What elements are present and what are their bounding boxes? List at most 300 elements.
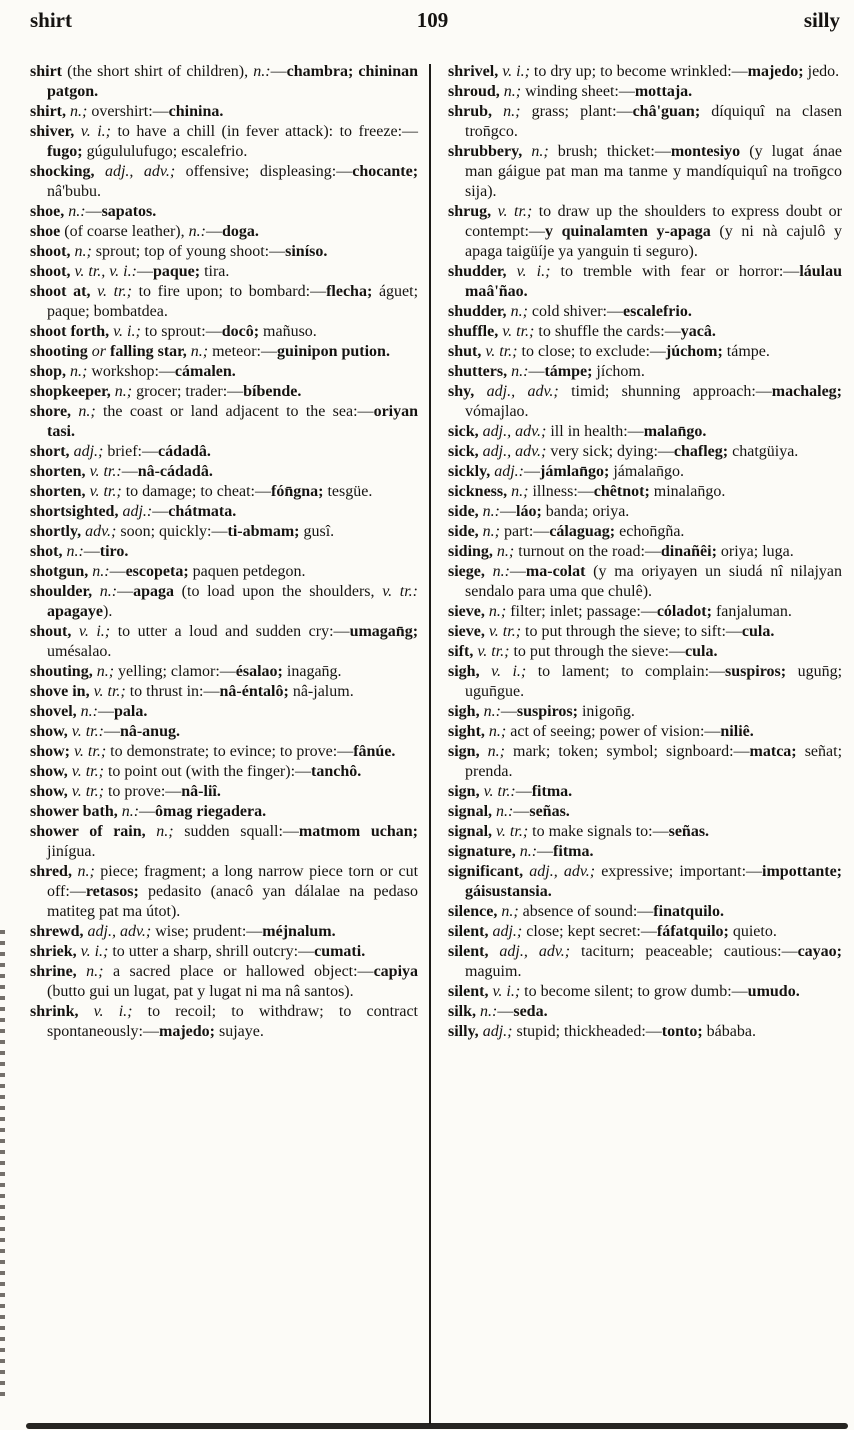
entry-plain-text: soon; quickly:— [120, 523, 228, 540]
entry-pos-text: n.; [74, 243, 96, 260]
dictionary-entry [30, 262, 418, 282]
dictionary-entry [30, 862, 418, 922]
entry-term-text: shoot at, [30, 283, 98, 300]
entry-plain-text: to recoil; to withdraw; to contract spontaneously:— [47, 1003, 418, 1040]
entry-pos-text: n.: [68, 203, 86, 220]
entry-pos-text: v. tr.: [382, 583, 418, 600]
entry-plain-text: meteor:— [212, 343, 277, 360]
entry-plain-text: — [524, 463, 541, 480]
scan-artifact-left-edge [0, 930, 5, 1396]
entry-plain-text: tira. [204, 263, 230, 280]
entry-term-text: side, [448, 503, 483, 520]
entry-term-text: shooting [30, 343, 92, 360]
entry-plain-text: — [528, 363, 545, 380]
entry-term-text: shutters, [448, 363, 512, 380]
entry-term-text: shoulder, [30, 583, 100, 600]
entry-plain-text: díquiquî na clasen tron̄gco. [465, 103, 843, 140]
entry-plain-text: (the short shirt of children), [62, 63, 254, 80]
entry-plain-text: — [103, 723, 120, 740]
entry-term-text: sickly, [448, 463, 495, 480]
entry-term-text: matca; [749, 743, 805, 760]
entry-term-text: montesiyo [670, 143, 741, 160]
entry-term-text: cámalen. [174, 363, 236, 380]
entry-term-text: shrug, [448, 203, 498, 220]
entry-pos-text: or [91, 343, 107, 360]
entry-plain-text: close; kept secret:— [526, 923, 657, 940]
entry-term-text: short, [30, 443, 74, 460]
entry-term-text: silence, [448, 903, 502, 920]
dictionary-entry [30, 382, 418, 402]
entry-plain-text: — [139, 803, 156, 820]
entry-pos-text: v. i.; [491, 663, 538, 680]
dictionary-entry [448, 542, 842, 562]
dictionary-entry [448, 362, 842, 382]
entry-pos-text: v. tr.; [71, 783, 108, 800]
entry-term-text: jámlan̄go; [540, 463, 614, 480]
entry-term-text: chêtnot; [593, 483, 654, 500]
entry-term-text: júchom; [665, 343, 727, 360]
entry-term-text: señas. [668, 823, 710, 840]
dictionary-entry [30, 942, 418, 962]
entry-term-text: silly, [448, 1023, 483, 1040]
entry-term-text: escalefrio. [622, 303, 692, 320]
entry-term-text: shrivel, [448, 63, 503, 80]
entry-term-text: matmom uchan; [298, 823, 419, 840]
entry-plain-text: jinígua. [47, 843, 96, 860]
dictionary-entry [448, 442, 842, 462]
entry-plain-text: a sacred place or hallowed object:— [112, 963, 374, 980]
entry-term-text: shovel, [30, 703, 81, 720]
entry-plain-text: to tremble with fear or horror:— [560, 263, 800, 280]
entry-pos-text: v. tr.; [74, 743, 111, 760]
dictionary-entry [448, 722, 842, 742]
entry-plain-text: stupid; thickheaded:— [516, 1023, 662, 1040]
dictionary-entry [30, 522, 418, 542]
entry-term-text: silent, [448, 983, 493, 1000]
dictionary-entry [30, 802, 418, 822]
dictionary-entry [30, 242, 418, 262]
entry-plain-text: — [515, 783, 532, 800]
entry-plain-text: — [109, 563, 126, 580]
dictionary-entry [448, 842, 842, 862]
entry-term-text: significant, [448, 863, 530, 880]
entry-plain-text: part:— [504, 523, 550, 540]
dictionary-entry [448, 142, 842, 202]
entry-pos-text: n.: [80, 703, 98, 720]
entry-term-text: shiver, [30, 123, 81, 140]
entry-term-text: fânúe. [353, 743, 396, 760]
entry-pos-text: n.; [78, 403, 103, 420]
entry-term-text: sift, [448, 643, 478, 660]
dictionary-entry [30, 622, 418, 662]
entry-plain-text: inigon̄g. [581, 703, 635, 720]
entry-term-text: shudder, [448, 303, 511, 320]
entry-pos-text: v. tr.; [497, 203, 539, 220]
entry-term-text: show, [30, 723, 72, 740]
entry-pos-text: v. tr.; [502, 323, 539, 340]
entry-term-text: sign, [448, 743, 488, 760]
entry-pos-text: n.; [501, 903, 523, 920]
entry-term-text: apagaye [47, 603, 103, 620]
entry-term-text: shouting, [30, 663, 97, 680]
dictionary-entry [448, 902, 842, 922]
entry-plain-text: to prove:— [107, 783, 182, 800]
dictionary-entry [30, 782, 418, 802]
entry-plain-text: — [83, 543, 100, 560]
dictionary-entry [448, 262, 842, 302]
entry-pos-text: v. i.; [113, 323, 145, 340]
entry-plain-text: echon̄gña. [619, 523, 685, 540]
entry-term-text: tanchô. [311, 763, 362, 780]
entry-pos-text: v. tr., v. i.: [74, 263, 137, 280]
entry-plain-text: sprout; top of young shoot:— [95, 243, 286, 260]
header-guideword-right: silly [803, 8, 840, 32]
dictionary-entry [448, 642, 842, 662]
entry-pos-text: n.: [482, 503, 500, 520]
dictionary-entry [448, 922, 842, 942]
entry-term-text: bíbende. [243, 383, 302, 400]
entry-plain-text: yelling; clamor:— [118, 663, 236, 680]
entry-plain-text: offensive; displeasing:— [185, 163, 353, 180]
entry-pos-text: n.: [511, 363, 529, 380]
entry-pos-text: v. i.; [80, 123, 118, 140]
entry-plain-text: — [537, 843, 554, 860]
page-header [30, 8, 840, 42]
entry-term-text: shrine, [30, 963, 87, 980]
entry-plain-text: jíchom. [596, 363, 645, 380]
entry-term-text: shrewd, [30, 923, 88, 940]
entry-plain-text: (y ma oriyayen un siudá nî nilajyan sendalo para uma que chulê). [465, 563, 843, 600]
entry-pos-text: adj.: [122, 503, 153, 520]
entry-term-text: shoot forth, [30, 323, 114, 340]
entry-pos-text: n.; [503, 83, 526, 100]
entry-pos-text: n.: [92, 563, 110, 580]
column-left [30, 62, 418, 1042]
entry-plain-text: to shuffle the cards:— [538, 323, 681, 340]
entry-term-text: sieve, [448, 623, 489, 640]
entry-pos-text: n.: [66, 543, 84, 560]
entry-term-text: signal, [448, 803, 497, 820]
entry-term-text: side, [448, 523, 483, 540]
dictionary-entry [30, 562, 418, 582]
entry-plain-text: — [98, 703, 114, 720]
entry-plain-text: to become silent; to grow dumb:— [524, 983, 748, 1000]
entry-pos-text: n.; [114, 383, 137, 400]
entry-pos-text: n.; [488, 603, 511, 620]
dictionary-entry [448, 562, 842, 602]
entry-term-text: nâ-anug. [119, 723, 180, 740]
entry-plain-text: to draw up the shoulders to express doubt or contempt:— [465, 203, 843, 240]
dictionary-entry [448, 822, 842, 842]
entry-pos-text: adj., adv.; [87, 923, 156, 940]
entry-term-text: paque; [152, 263, 205, 280]
entry-term-text: docô; [221, 323, 264, 340]
entry-plain-text: jámalan̄go. [613, 463, 684, 480]
entry-pos-text: adj.; [73, 443, 108, 460]
entry-term-text: chocante; [352, 163, 419, 180]
entry-plain-text: vómajlao. [465, 403, 529, 420]
entry-term-text: cula. [685, 643, 718, 660]
entry-term-text: shorten, [30, 463, 90, 480]
entry-term-text: apaga [133, 583, 174, 600]
dictionary-entry [448, 942, 842, 982]
entry-pos-text: v. i.; [80, 943, 113, 960]
entry-pos-text: n.: [188, 223, 206, 240]
entry-pos-text: n.: [480, 1003, 498, 1020]
entry-plain-text: — [85, 203, 102, 220]
entry-term-text: machaleg; [771, 383, 842, 400]
entry-plain-text: (y lugat ánae man gáigue pat man ma tanme y mandíquiquî na tron̄gco sija). [465, 143, 843, 200]
entry-pos-text: n.; [487, 743, 513, 760]
entry-plain-text: grass; plant:— [531, 103, 633, 120]
entry-plain-text: to fire upon; to bombard:— [138, 283, 327, 300]
dictionary-entry [448, 322, 842, 342]
entry-term-text: suspiros; [725, 663, 798, 680]
entry-term-text: ti-abmam; [227, 523, 304, 540]
entry-pos-text: n.: [121, 803, 140, 820]
entry-term-text: retasos; [85, 883, 149, 900]
entry-plain-text: the coast or land adjacent to the sea:— [102, 403, 374, 420]
dictionary-entry [30, 922, 418, 942]
entry-term-text: shoe, [30, 203, 69, 220]
dictionary-entry [448, 982, 842, 1002]
dictionary-entry [30, 582, 418, 622]
dictionary-entry [448, 102, 842, 142]
entry-pos-text: n.: [483, 703, 501, 720]
dictionary-entry [448, 862, 842, 902]
entry-term-text: niliê. [720, 723, 754, 740]
entry-pos-text: v. tr.: [89, 463, 122, 480]
entry-term-text: chátmata. [168, 503, 237, 520]
entry-pos-text: n.; [96, 663, 119, 680]
entry-plain-text: ). [103, 603, 113, 620]
entry-term-text: shut, [448, 343, 486, 360]
entry-term-text: châ'guan; [632, 103, 712, 120]
entry-pos-text: n.: [99, 583, 118, 600]
entry-pos-text: adj., adv.; [482, 443, 551, 460]
entry-plain-text: umésalao. [47, 643, 112, 660]
entry-term-text: fitma. [553, 843, 594, 860]
entry-plain-text: illness:— [532, 483, 594, 500]
dictionary-entry [448, 462, 842, 482]
dictionary-entry [448, 422, 842, 442]
dictionary-entry [448, 482, 842, 502]
entry-term-text: sick, [448, 443, 483, 460]
dictionary-entry [30, 122, 418, 162]
entry-term-text: shuffle, [448, 323, 503, 340]
entry-plain-text: workshop:— [91, 363, 175, 380]
dictionary-entry [448, 782, 842, 802]
dictionary-entry [30, 222, 418, 242]
entry-term-text: shopkeeper, [30, 383, 115, 400]
entry-plain-text: jedo. [807, 63, 840, 80]
dictionary-entry [30, 742, 418, 762]
dictionary-entry [30, 442, 418, 462]
entry-term-text: umagan̄g; [349, 623, 419, 640]
dictionary-entry [30, 162, 418, 202]
entry-pos-text: adj.; [482, 1023, 517, 1040]
dictionary-entry [30, 362, 418, 382]
entry-plain-text: overshirt:— [91, 103, 169, 120]
entry-term-text: nâ-cádadâ. [137, 463, 213, 480]
entry-term-text: shrubbery, [448, 143, 532, 160]
entry-term-text: oriyan tasi. [47, 403, 419, 440]
entry-term-text: cálaguag; [549, 523, 620, 540]
entry-plain-text: sujaye. [218, 1023, 264, 1040]
dictionary-entry [448, 382, 842, 422]
entry-plain-text: piece; fragment; a long narrow piece torn or cut off:— [47, 863, 419, 900]
entry-term-text: malan̄go. [643, 423, 707, 440]
entry-term-text: ésalao; [235, 663, 287, 680]
entry-plain-text: ill in health:— [550, 423, 644, 440]
entry-plain-text: to thrust in:— [129, 683, 220, 700]
entry-term-text: méjnalum. [262, 923, 336, 940]
entry-pos-text: adj., adv.; [499, 943, 582, 960]
dictionary-entry [448, 622, 842, 642]
entry-term-text: mottaja. [634, 83, 693, 100]
dictionary-entry [448, 522, 842, 542]
entry-term-text: flecha; [326, 283, 379, 300]
dictionary-entry [448, 502, 842, 522]
entry-plain-text: turnout on the road:— [518, 543, 661, 560]
entry-pos-text: v. tr.; [97, 283, 139, 300]
dictionary-entry [448, 82, 842, 102]
entry-pos-text: n.; [488, 723, 511, 740]
entry-term-text: támpe; [544, 363, 597, 380]
entry-term-text: ma-colat [525, 563, 586, 580]
dictionary-entry [30, 282, 418, 322]
header-guideword-left: shirt [30, 8, 72, 32]
dictionary-entry [448, 302, 842, 322]
entry-plain-text: to dry up; to become wrinkled:— [533, 63, 748, 80]
entry-pos-text: v. tr.: [483, 783, 516, 800]
entry-term-text: ômag riegadera. [155, 803, 267, 820]
entry-plain-text: — [500, 703, 517, 720]
entry-term-text: shortsighted, [30, 503, 123, 520]
entry-plain-text: ugun̄g; ugun̄gue. [465, 663, 843, 700]
entry-plain-text: to point out (with the finger):— [107, 763, 312, 780]
entry-plain-text: tesgüe. [327, 483, 373, 500]
entry-pos-text: n.; [496, 543, 519, 560]
entry-plain-text: nâ-jalum. [292, 683, 354, 700]
dictionary-entry [448, 662, 842, 702]
entry-term-text: show, [30, 783, 72, 800]
entry-term-text: shot, [30, 543, 67, 560]
entry-term-text: sapatos. [101, 203, 157, 220]
dictionary-entry [30, 462, 418, 482]
entry-term-text: silk, [448, 1003, 481, 1020]
entry-term-text: shirt [30, 63, 62, 80]
entry-pos-text: adj., adv.; [104, 163, 186, 180]
scan-artifact-bottom-edge [26, 1423, 848, 1429]
entry-term-text: chinina. [168, 103, 224, 120]
entry-plain-text: — [509, 563, 526, 580]
entry-plain-text: — [513, 803, 530, 820]
entry-term-text: escopeta; [125, 563, 193, 580]
entry-term-text: shove in, [30, 683, 94, 700]
dictionary-entry [30, 702, 418, 722]
entry-term-text: shortly, [30, 523, 86, 540]
dictionary-entry [30, 542, 418, 562]
entry-term-text: silent, [448, 923, 493, 940]
entry-term-text: sign, [448, 783, 484, 800]
entry-pos-text: v. i.; [93, 1003, 148, 1020]
entry-plain-text: — [121, 463, 138, 480]
dictionary-entry [30, 202, 418, 222]
entry-pos-text: n.; [70, 363, 92, 380]
entry-plain-text: paquen petdegon. [192, 563, 306, 580]
entry-pos-text: n.; [511, 483, 533, 500]
dictionary-entry [30, 322, 418, 342]
dictionary-entry [30, 342, 418, 362]
entry-term-text: shirt, [30, 103, 70, 120]
entry-plain-text: — [136, 263, 153, 280]
entry-term-text: sick, [448, 423, 483, 440]
dictionary-entry [448, 802, 842, 822]
entry-term-text: sight, [448, 723, 489, 740]
entry-term-text: chafleg; [673, 443, 733, 460]
entry-term-text: impottante; gáisustansia. [465, 863, 842, 900]
dictionary-entry [448, 342, 842, 362]
entry-pos-text: n.; [510, 303, 532, 320]
entry-plain-text: (to load upon the shoulders, [174, 583, 383, 600]
entry-plain-text: águet; paque; bombatdea. [47, 283, 419, 320]
entry-pos-text: adj., adv.; [529, 863, 602, 880]
entry-plain-text: — [500, 503, 516, 520]
entry-term-text: sigh, [448, 663, 492, 680]
entry-term-text: seda. [513, 1003, 548, 1020]
entry-plain-text: támpe. [726, 343, 770, 360]
entry-pos-text: v. tr.; [477, 643, 514, 660]
entry-term-text: shrub, [448, 103, 504, 120]
entry-plain-text: (y ni nà cajulô y apaga taigüíje ya yanguin ti seguro). [465, 223, 843, 260]
entry-plain-text: gusî. [303, 523, 335, 540]
entry-term-text: nâ-éntalô; [219, 683, 293, 700]
entry-pos-text: v. i.; [492, 983, 525, 1000]
dictionary-entry [30, 62, 418, 102]
entry-term-text: show; [30, 743, 75, 760]
entry-term-text: cula. [741, 623, 775, 640]
dictionary-entry [30, 502, 418, 522]
entry-term-text: silent, [448, 943, 500, 960]
entry-term-text: shocking, [30, 163, 105, 180]
entry-plain-text: fanjaluman. [715, 603, 792, 620]
entry-pos-text: adj., adv.; [482, 423, 551, 440]
entry-term-text: doga. [221, 223, 259, 240]
entry-plain-text: (of coarse leather), [60, 223, 189, 240]
entry-term-text: majedo; [159, 1023, 219, 1040]
entry-pos-text: adj.; [492, 923, 527, 940]
column-divider-rule [429, 64, 431, 1424]
dictionary-entry [448, 602, 842, 622]
entry-term-text: shudder, [448, 263, 517, 280]
entry-term-text: shower of rain, [30, 823, 157, 840]
entry-term-text: shout, [30, 623, 79, 640]
entry-pos-text: adv.; [85, 523, 121, 540]
entry-term-text: fugo; [47, 143, 87, 160]
entry-pos-text: n.; [190, 343, 213, 360]
entry-pos-text: n.; [482, 523, 504, 540]
entry-plain-text: — [497, 1003, 514, 1020]
entry-plain-text: grocer; trader:— [136, 383, 244, 400]
entry-pos-text: v. tr.: [71, 723, 104, 740]
entry-plain-text: cold shiver:— [531, 303, 623, 320]
entry-term-text: show, [30, 763, 72, 780]
entry-term-text: shrink, [30, 1003, 94, 1020]
entry-plain-text: to lament; to complain:— [537, 663, 726, 680]
entry-term-text: signature, [448, 843, 520, 860]
entry-pos-text: v. tr.; [485, 343, 522, 360]
